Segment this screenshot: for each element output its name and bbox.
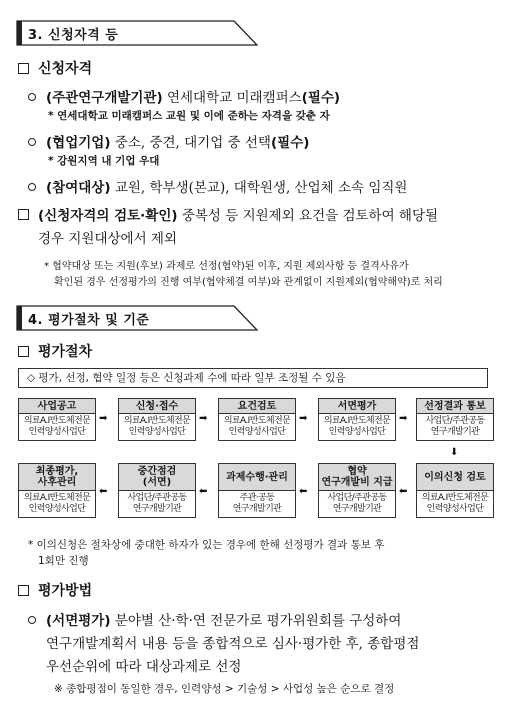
flow-step-box bbox=[318, 463, 396, 518]
objection-note-line2: 1회만 진행 bbox=[38, 555, 89, 567]
flow-step-body: 사업단/주관공동 bbox=[425, 416, 485, 426]
arrow-left-icon: ⬅ bbox=[199, 486, 208, 497]
flow-step-body: 인력양성사업단 bbox=[328, 426, 386, 437]
bullet-circle-icon bbox=[28, 93, 36, 101]
bullet-circle-icon bbox=[28, 138, 36, 146]
method-heading: 평가방법 bbox=[38, 583, 93, 599]
item-text: 중소, 중견, 대기업 중 선택 bbox=[114, 135, 271, 151]
flow-step-body: 의료A.I반도체전문 bbox=[323, 416, 391, 426]
flow-step-body: 인력양성사업단 bbox=[128, 426, 186, 437]
section4-title: 4. 평가절차 및 기준 bbox=[28, 313, 150, 328]
flow-step-body: 인력양성사업단 bbox=[28, 503, 86, 514]
item-collab-company bbox=[46, 131, 309, 151]
flow-step-box bbox=[218, 398, 296, 441]
review-note2: 확인된 경우 선정평가의 진행 여부(협약체결 여부)와 관계없이 지원제외(협약해약)로 처리 bbox=[54, 277, 443, 288]
flow-step-title: 신청·접수 bbox=[119, 399, 195, 414]
section3-header bbox=[16, 20, 258, 46]
procedure-heading: 평가절차 bbox=[38, 344, 93, 360]
checkbox-square-icon bbox=[18, 63, 29, 74]
flow-step-body: 연구개발기관 bbox=[232, 503, 282, 514]
flow-step-body: 의료A.I반도체전문 bbox=[23, 493, 91, 503]
flow-step-title: 요건검토 bbox=[219, 399, 295, 414]
method-line3: 우선순위에 따라 대상과제로 선정 bbox=[46, 659, 242, 675]
flow-step-title: 최종평가, 사후관리 bbox=[19, 464, 95, 491]
section3-title: 3. 신청자격 등 bbox=[28, 28, 119, 43]
item-text: 교원, 학부생(본교), 대학원생, 산업체 소속 임직원 bbox=[114, 180, 408, 196]
flow-step-box bbox=[416, 398, 494, 441]
item-text: 연세대학교 미래캠퍼스 bbox=[166, 90, 302, 106]
arrow-right-icon: ➡ bbox=[99, 413, 108, 424]
review-note1: * 협약대상 또는 지원(후보) 과제로 선정(협약)된 이후, 지원 제외사항 등 결격사유가 bbox=[44, 261, 409, 272]
item-note: * 강원지역 내 기업 우대 bbox=[48, 155, 160, 167]
review-label: (신청자격의 검토·확인) bbox=[38, 208, 178, 224]
item-label: (참여대상) bbox=[46, 180, 111, 196]
flow-step-body: 연구개발기관 bbox=[132, 503, 182, 514]
review-line2: 경우 지원대상에서 제외 bbox=[38, 231, 177, 247]
item-suffix: (필수) bbox=[270, 135, 310, 151]
tie-break-note: ※ 종합평점이 동일한 경우, 인력양성 > 기술성 > 사업성 높은 순으로 결정 bbox=[54, 683, 395, 695]
flow-step-box bbox=[318, 398, 396, 441]
flow-step-box bbox=[118, 398, 196, 441]
flow-step-body: 인력양성사업단 bbox=[426, 503, 484, 514]
flow-step-title: 선정결과 통보 bbox=[417, 399, 493, 414]
item-lead-org bbox=[46, 86, 340, 106]
flow-step-body: 연구개발기관 bbox=[332, 503, 382, 514]
arrow-right-icon: ➡ bbox=[399, 413, 408, 424]
method-text: 분야별 산·학·연 전문가로 평가위원회를 구성하여 bbox=[114, 613, 402, 629]
flow-step-body: 의료A.I반도체전문 bbox=[421, 493, 489, 503]
item-participants bbox=[46, 176, 407, 196]
flow-step-body: 연구개발기관 bbox=[430, 426, 480, 437]
item-label: (주관연구개발기관) bbox=[46, 90, 163, 106]
objection-note-line1: * 이의신청은 절차상에 중대한 하자가 있는 경우에 한해 선정평가 결과 통보 후 bbox=[28, 539, 385, 551]
flow-step-body: 의료A.I반도체전문 bbox=[123, 416, 191, 426]
flow-step-body: 인력양성사업단 bbox=[228, 426, 286, 437]
flow-step-body: 사업단/주관공동 bbox=[327, 493, 387, 503]
method-line1 bbox=[46, 609, 401, 629]
arrow-right-icon: ➡ bbox=[199, 413, 208, 424]
flow-step-body: 인력양성사업단 bbox=[28, 426, 86, 437]
eligibility-heading: 신청자격 bbox=[38, 61, 93, 77]
method-line2: 연구개발계획서 내용 등을 종합적으로 심사·평가한 후, 종합평점 bbox=[46, 636, 420, 652]
arrow-left-icon: ⬅ bbox=[399, 486, 408, 497]
checkbox-square-icon bbox=[18, 209, 29, 220]
flow-step-title: 중간점검 (서면) bbox=[119, 464, 195, 491]
item-suffix: (필수) bbox=[301, 90, 341, 106]
flow-step-box bbox=[118, 463, 196, 518]
flow-step-body: 의료A.I반도체전문 bbox=[23, 416, 91, 426]
flow-step-box bbox=[18, 463, 96, 518]
flow-step-title: 과제수행·관리 bbox=[219, 464, 295, 491]
review-text: 중복성 등 지원제외 요건을 검토하여 해당될 bbox=[181, 208, 439, 224]
arrow-down-icon: ⬇ bbox=[450, 447, 459, 458]
flow-step-body: 의료A.I반도체전문 bbox=[223, 416, 291, 426]
flow-step-title: 사업공고 bbox=[19, 399, 95, 414]
arrow-right-icon: ➡ bbox=[299, 413, 308, 424]
item-label: (협업기업) bbox=[46, 135, 111, 151]
arrow-left-icon: ⬅ bbox=[99, 486, 108, 497]
item-note: * 연세대학교 미래캠퍼스 교원 및 이에 준하는 자격을 갖춘 자 bbox=[48, 110, 330, 122]
flow-step-box bbox=[218, 463, 296, 518]
checkbox-square-icon bbox=[18, 585, 29, 596]
bullet-circle-icon bbox=[28, 616, 36, 624]
flow-step-box bbox=[416, 463, 494, 518]
method-label: (서면평가) bbox=[46, 613, 111, 629]
arrow-left-icon: ⬅ bbox=[299, 486, 308, 497]
review-line1 bbox=[38, 204, 438, 224]
flow-step-body: 주관·공동 bbox=[239, 493, 275, 503]
checkbox-square-icon bbox=[18, 346, 29, 357]
schedule-notice: ◇ 평가, 선정, 협약 일정 등은 신청과제 수에 따라 일부 조정될 수 있음 bbox=[18, 368, 488, 388]
bullet-circle-icon bbox=[28, 183, 36, 191]
flow-step-box bbox=[18, 398, 96, 441]
flow-step-title: 협약 연구개발비 지급 bbox=[319, 464, 395, 491]
flow-step-title: 서면평가 bbox=[319, 399, 395, 414]
section4-header bbox=[16, 305, 258, 331]
flow-step-title: 이의신청 검토 bbox=[417, 464, 493, 491]
flow-step-body: 사업단/주관공동 bbox=[127, 493, 187, 503]
